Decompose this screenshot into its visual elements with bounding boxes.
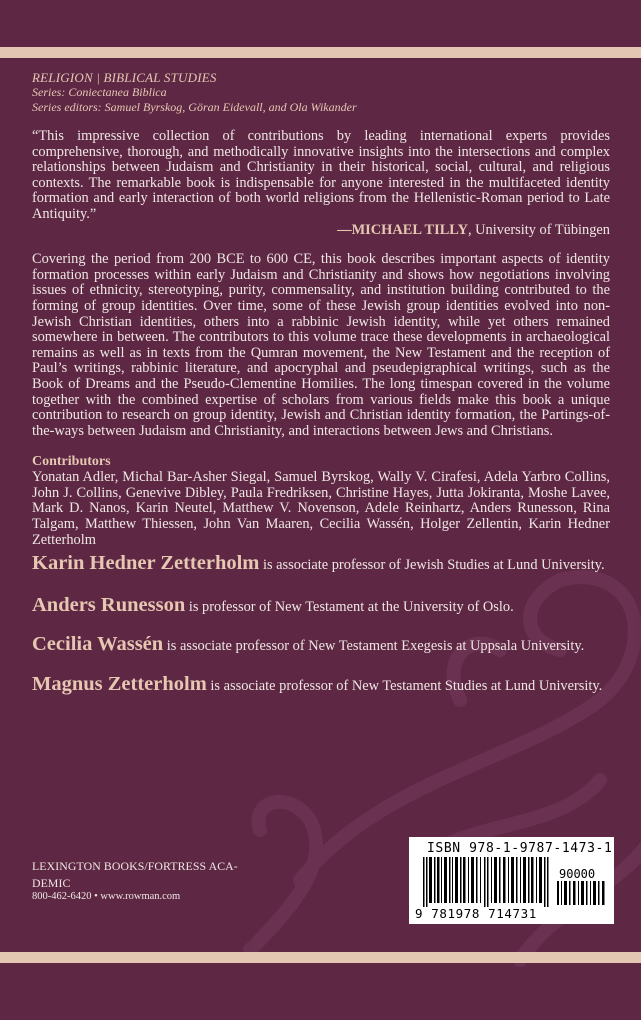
editor-bio [32, 633, 610, 656]
price-code: 90000 [559, 867, 596, 881]
series-editors: Series editors: Samuel Byrskog, Göran Eidevall, and Ola Wikander [32, 100, 357, 114]
editor-name: Magnus Zetterholm [32, 673, 207, 696]
isbn-label: ISBN 978-1-9787-1473-1 [427, 841, 613, 856]
top-border-band [0, 47, 641, 58]
quote-author: —MICHAEL TILLY [337, 221, 468, 238]
editor-bio-text: is associate professor of New Testament Studies at Lund University. [206, 678, 603, 695]
quote-affiliation: , University of Tübingen [467, 221, 610, 238]
back-cover-content [32, 70, 610, 695]
book-description: Covering the period from 200 BCE to 600 CE, this book describes important aspects of identity formation processes within early Judaism and Christianity and shows how negotiations involving issues of ethnicity, stereotyping, purity, commensality, and institution building contributed to the forming of group identities. Over time, some of these Jewish group identities evolved into non-Jewish Christian identities, others into a rabbinic Jewish identity, while yet others remained somewhere in between. The contributors to this volume trace these developments in archaeological remains as well as in texts from the Qumran movement, the New Testament and the reception of Paul’s writings, rabbinic literature, and apocryphal and pseudepigraphical writings, such as the Book of Dreams and the Pseudo-Clementine Homilies. The long timespan covered in the volume together with the combined expertise of scholars from various fields make this book a unique contribution to research on group identity, Jewish and Christian identity formation, the Partings-of-the-ways between Judaism and Christianity, and interactions between Jews and Christians. [32, 251, 610, 439]
contributors-heading: Contributors [32, 454, 111, 470]
contributors-list: Yonatan Adler, Michal Bar-Asher Siegal, Samuel Byrskog, Wally V. Cirafesi, Adela Yarbro Collins, John J. Collins, Genevive Dibley, Paula Fredriksen, Christine Hayes, Jutta Jokiranta, Moshe Lavee, Mark D. Nanos, Karin Neutel, Matthew V. Novenson, Adele Reinhartz, Anders Runesson, Rina Talgam, Matthew Thiessen, John Van Maaren, Cecilia Wassén, Holger Zellentin, Karin Hedner Zetterholm [32, 469, 610, 548]
publisher-name: LEXINGTON BOOKS/FORTRESS ACA-DEMIC [32, 859, 238, 890]
bottom-border-band [0, 952, 641, 963]
endorsement-quote: “This impressive collection of contributions by leading international experts provides comprehensive, thorough, and methodically innovative insights into the intersections and complex relationships between Judaism and Christianity in their historical, social, cultural, and religious contexts. The remarkable book is indispensable for anyone interested in the multifaceted identity formation and early interaction of both world religions from the Hellenistic-Roman period to Late Antiquity.” [32, 128, 610, 222]
editor-name: Anders Runesson [32, 593, 186, 616]
series-title: Series: Coniectanea Biblica [32, 85, 167, 99]
publisher-contact: 800-462-6420 • www.rowman.com [32, 891, 181, 902]
subject-category: RELIGION | BIBLICAL STUDIES [32, 70, 217, 85]
isbn-barcode [409, 837, 614, 924]
editor-bio [32, 673, 610, 696]
barcode-digits: 9 781978 714731 [415, 906, 537, 921]
barcode-bars [423, 857, 553, 907]
editor-bio-text: is professor of New Testament at the University of Oslo. [185, 598, 514, 615]
editor-bio-text: is associate professor of New Testament Exegesis at Uppsala University. [163, 638, 585, 655]
editor-bio [32, 552, 610, 575]
editor-bio [32, 593, 610, 616]
editor-name: Karin Hedner Zetterholm [32, 552, 260, 575]
editor-bio-text: is associate professor of Jewish Studies at Lund University. [259, 557, 605, 574]
price-barcode-bars [557, 881, 607, 905]
quote-attribution [32, 223, 610, 239]
editor-name: Cecilia Wassén [32, 633, 164, 656]
